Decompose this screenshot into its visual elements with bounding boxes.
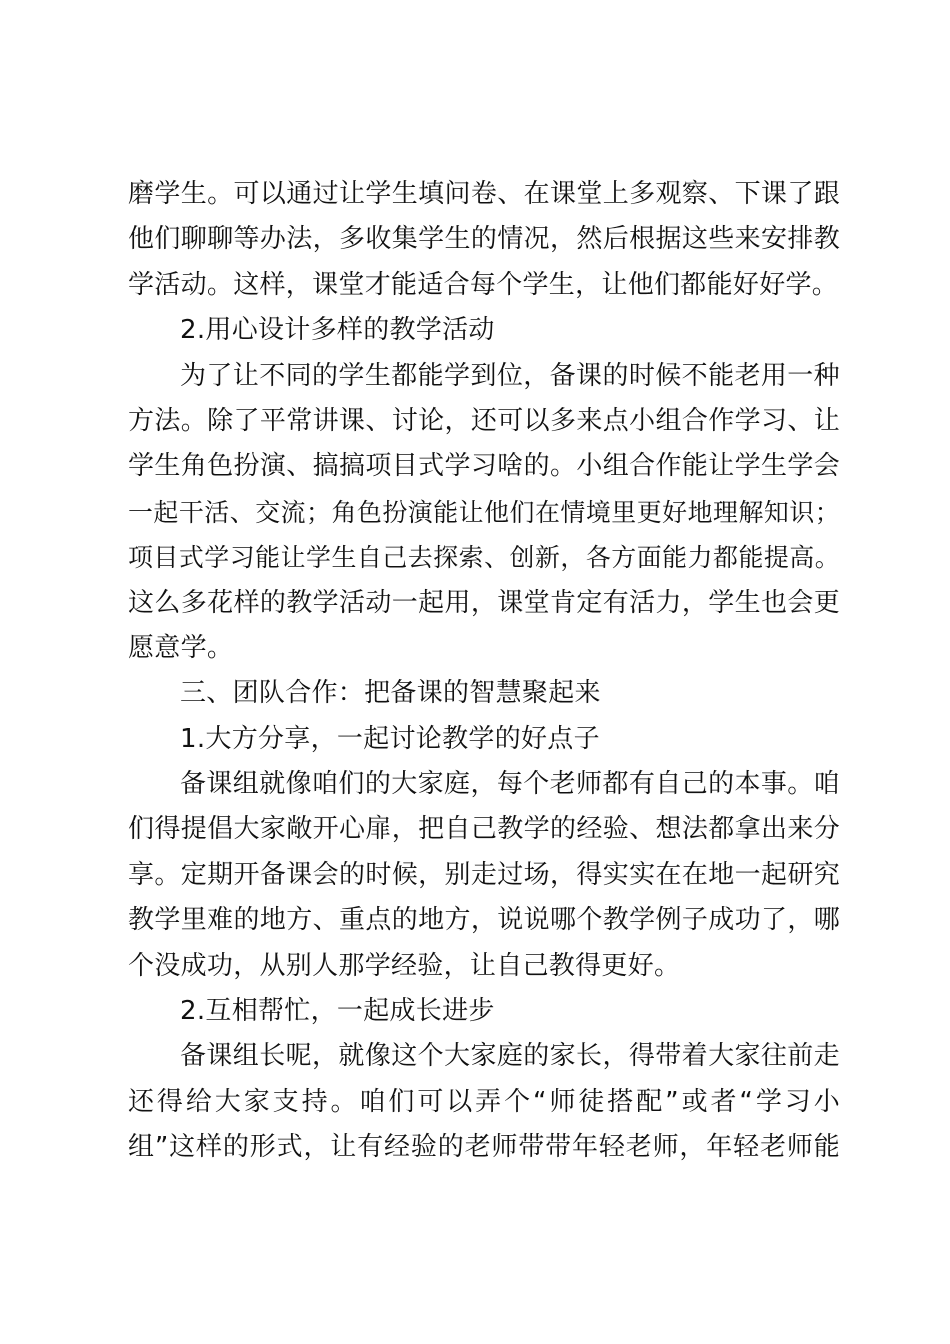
text-line: 备课组长呢，就像这个大家庭的家长，得带着大家往前走: [180, 1041, 840, 1072]
body-text: [128, 172, 840, 1171]
text-line: 这么多花样的教学活动一起用，课堂肯定有活力，学生也会更: [128, 587, 840, 618]
text-line: 教学里难的地方、重点的地方，说说哪个教学例子成功了，哪: [128, 905, 840, 936]
section-heading: 2.用心设计多样的教学活动: [180, 315, 495, 346]
section-heading: 1.大方分享，一起讨论教学的好点子: [180, 723, 600, 754]
text-line: 学生角色扮演、搞搞项目式学习啥的。小组合作能让学生学会: [128, 451, 840, 482]
text-line: 愿意学。: [128, 632, 234, 663]
text-line: 项目式学习能让学生自己去探索、创新，各方面能力都能提高。: [128, 543, 840, 573]
section-heading: 三、团队合作：把备课的智慧聚起来: [180, 678, 601, 709]
text-line: 还得给大家支持。咱们可以弄个“师徒搭配”或者“学习小: [128, 1086, 840, 1117]
text-line: 组”这样的形式，让有经验的老师带带年轻老师，年轻老师能: [128, 1132, 840, 1163]
text-line: 备课组就像咱们的大家庭，每个老师都有自己的本事。咱: [180, 769, 840, 800]
text-line: 磨学生。可以通过让学生填问卷、在课堂上多观察、下课了跟: [128, 179, 840, 209]
text-line: 为了让不同的学生都能学到位，备课的时候不能老用一种: [180, 360, 840, 391]
section-heading: 2.互相帮忙，一起成长进步: [180, 996, 495, 1027]
text-line: 他们聊聊等办法，多收集学生的情况，然后根据这些来安排教: [128, 224, 840, 255]
text-line: 一起干活、交流；角色扮演能让他们在情境里更好地理解知识；: [128, 497, 840, 527]
text-line: 享。定期开备课会的时候，别走过场，得实实在在地一起研究: [128, 859, 840, 890]
text-line: 们得提倡大家敞开心扉，把自己教学的经验、想法都拿出来分: [128, 814, 840, 845]
text-line: 学活动。这样，课堂才能适合每个学生，让他们都能好好学。: [128, 269, 839, 300]
text-line: 个没成功，从别人那学经验，让自己教得更好。: [128, 950, 681, 981]
text-line: 方法。除了平常讲课、讨论，还可以多来点小组合作学习、让: [128, 405, 840, 436]
